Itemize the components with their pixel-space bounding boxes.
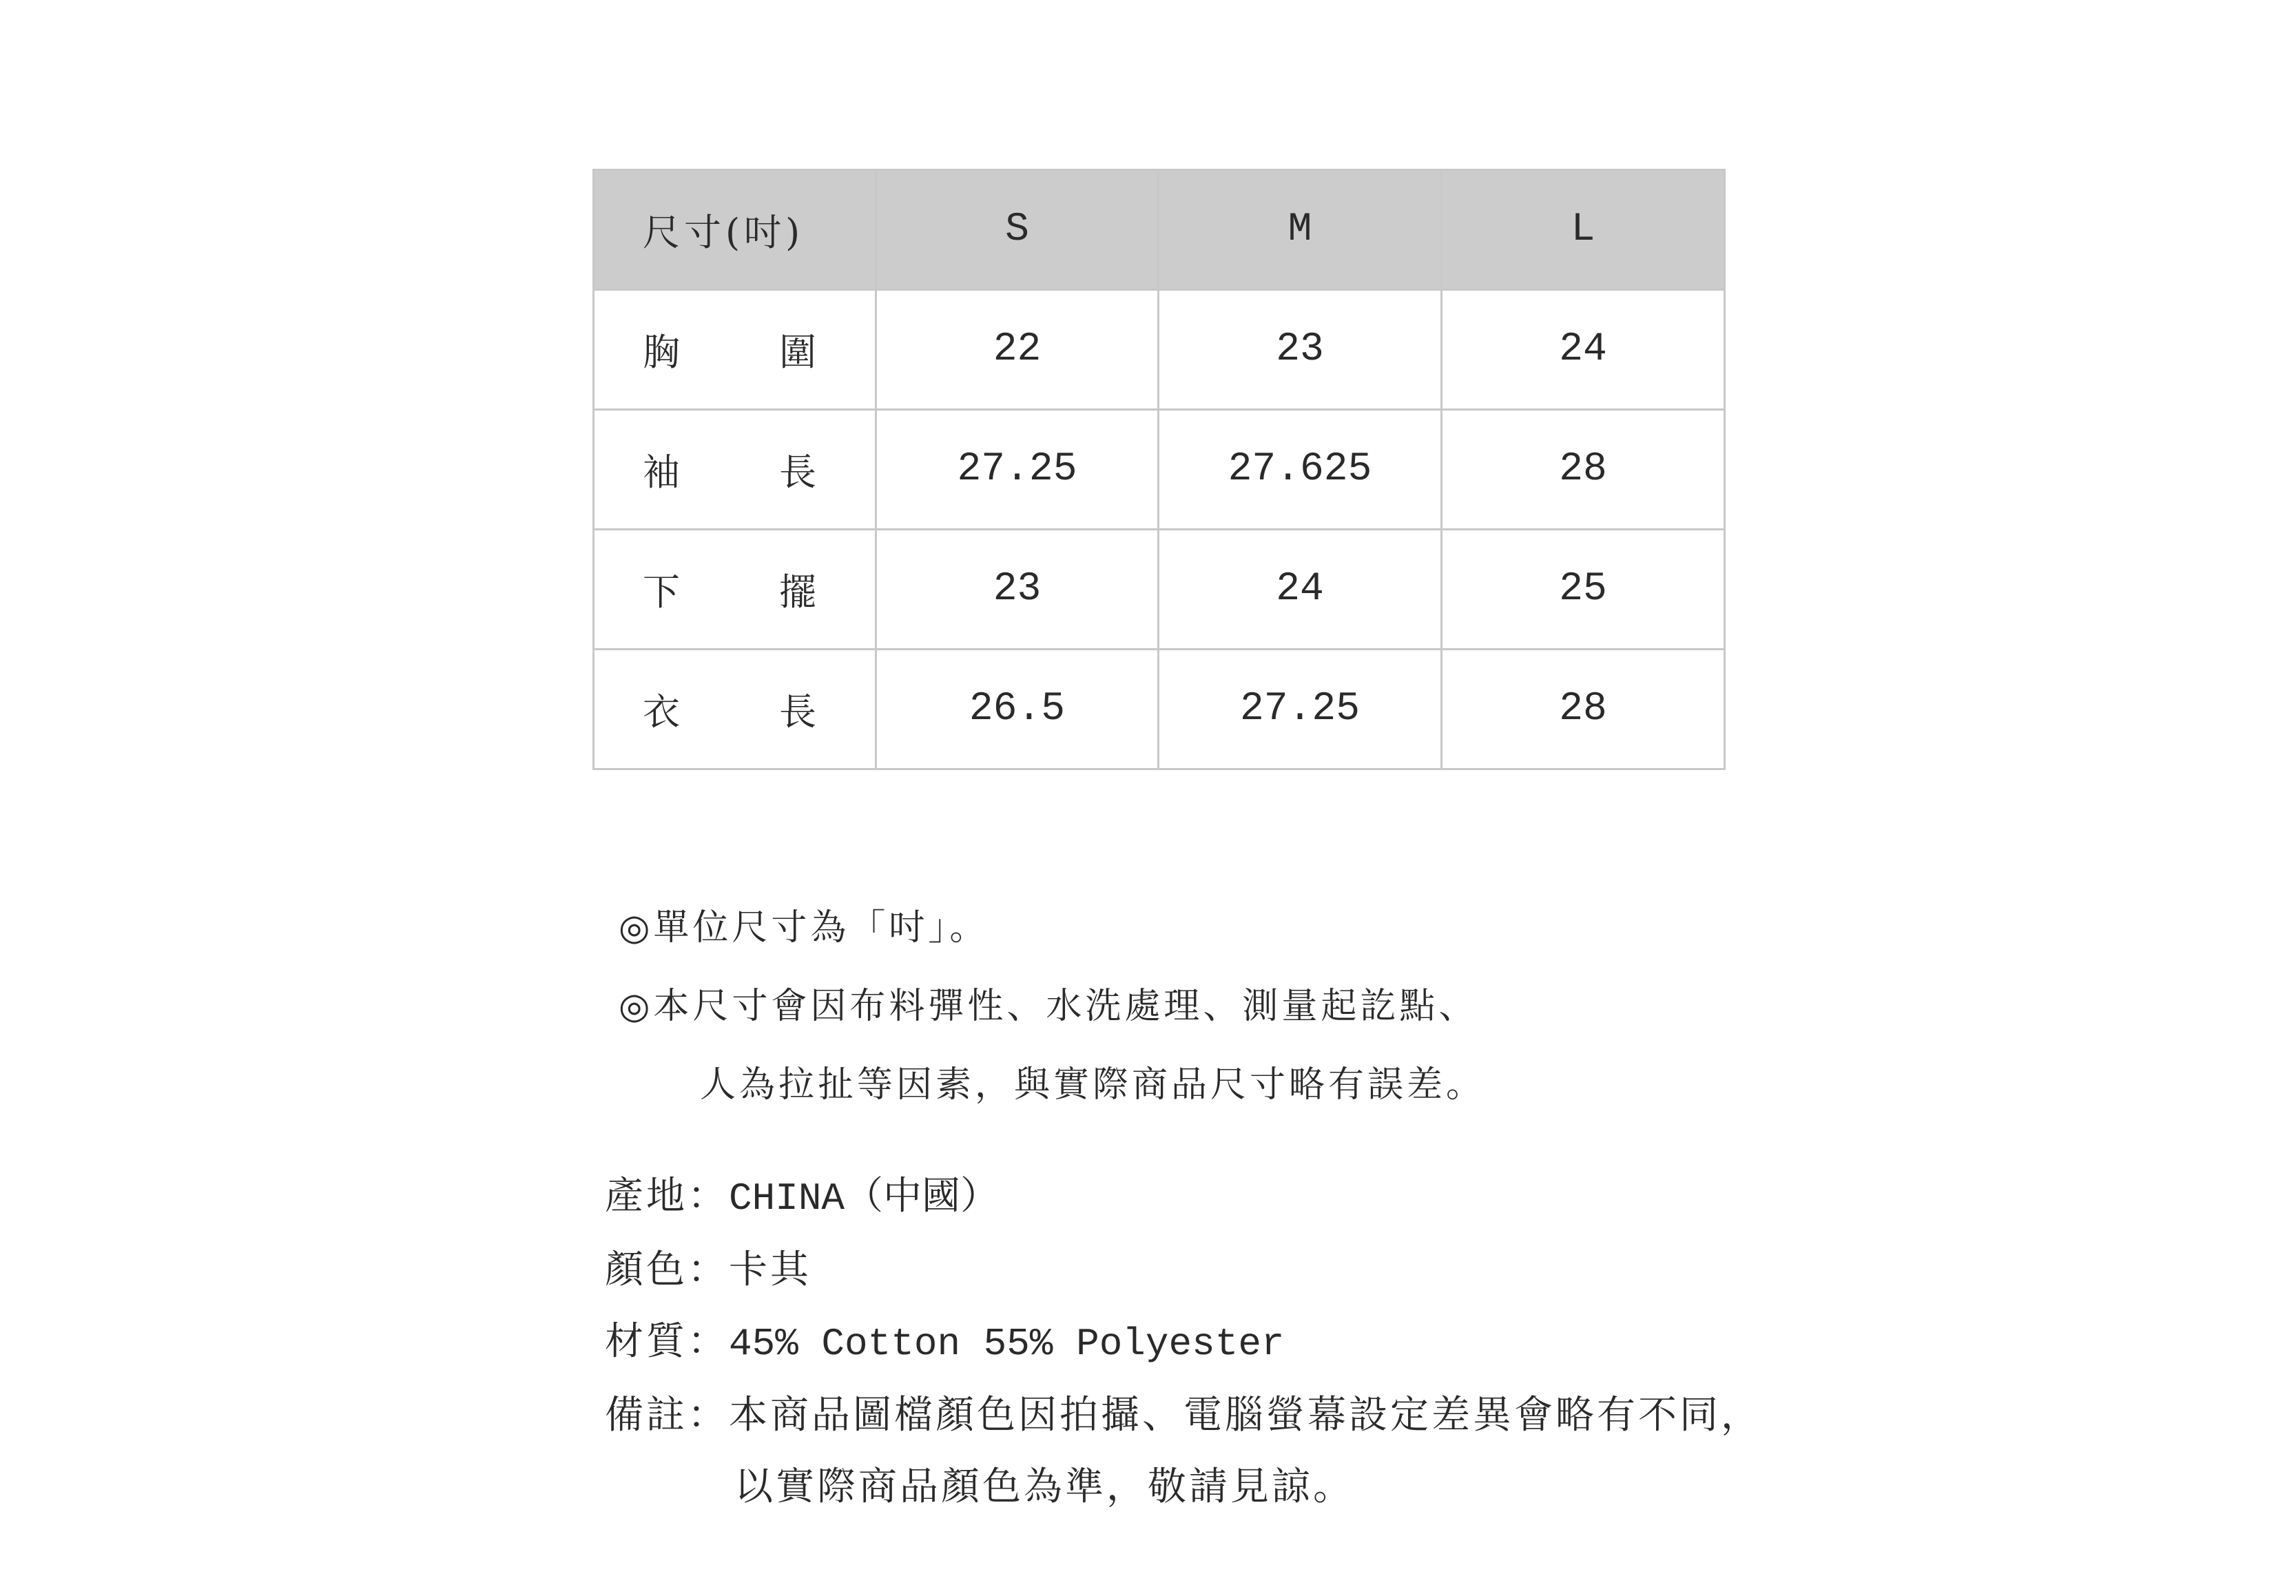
- spec-origin-label: 產地：: [605, 1174, 729, 1219]
- table-cell: 22: [876, 290, 1159, 410]
- table-cell: 28: [1442, 650, 1725, 769]
- table-cell: 28: [1442, 410, 1725, 530]
- size-notes: [619, 889, 1485, 1124]
- spec-origin: [605, 1161, 1762, 1234]
- spec-material-label: 材質：: [605, 1319, 729, 1364]
- row-label-sleeve-length: 袖 長: [594, 410, 876, 530]
- header-size-l: L: [1442, 170, 1725, 290]
- spec-material-value: 45% Cotton 55% Polyester: [729, 1322, 1285, 1366]
- spec-origin-value: CHINA（中國）: [729, 1177, 1000, 1221]
- row-label-hem: 下 擺: [594, 530, 876, 650]
- note-unit: ◎單位尺寸為「吋」。: [619, 907, 989, 949]
- spec-remark: [605, 1380, 1762, 1451]
- spec-color-label: 顏色：: [605, 1247, 729, 1292]
- table-header-row: [594, 170, 1725, 290]
- header-size-m: M: [1159, 170, 1442, 290]
- table-row: [594, 650, 1725, 769]
- row-label-body-length: 衣 長: [594, 650, 876, 769]
- product-specs: [605, 1161, 1762, 1523]
- table-cell: 27.25: [1159, 650, 1442, 769]
- table-cell: 23: [876, 530, 1159, 650]
- note-tolerance-continued: 人為拉扯等因素，與實際商品尺寸略有誤差。: [700, 1064, 1486, 1106]
- size-chart-table: [592, 169, 1726, 770]
- table-row: [594, 530, 1725, 650]
- spec-material: [605, 1306, 1762, 1380]
- table-row: [594, 410, 1725, 530]
- table-row: [594, 290, 1725, 410]
- table-cell: 27.625: [1159, 410, 1442, 530]
- spec-remark-label: 備註：: [605, 1393, 729, 1438]
- spec-color: [605, 1234, 1762, 1306]
- table-cell: 24: [1159, 530, 1442, 650]
- table-cell: 25: [1442, 530, 1725, 650]
- spec-remark-value: 本商品圖檔顏色因拍攝、電腦螢幕設定差異會略有不同，: [729, 1393, 1762, 1438]
- table-cell: 24: [1442, 290, 1725, 410]
- header-size-label: 尺寸(吋): [594, 170, 876, 290]
- spec-remark-continued: [605, 1451, 1762, 1523]
- spec-remark-value-2: 以實際商品顏色為準，敬請見諒。: [734, 1464, 1354, 1509]
- table-cell: 26.5: [876, 650, 1159, 769]
- table-cell: 23: [1159, 290, 1442, 410]
- header-size-s: S: [876, 170, 1159, 290]
- spec-color-value: 卡其: [729, 1247, 811, 1292]
- table-cell: 27.25: [876, 410, 1159, 530]
- row-label-chest: 胸 圍: [594, 290, 876, 410]
- note-tolerance: ◎本尺寸會因布料彈性、水洗處理、測量起訖點、: [619, 986, 1478, 1027]
